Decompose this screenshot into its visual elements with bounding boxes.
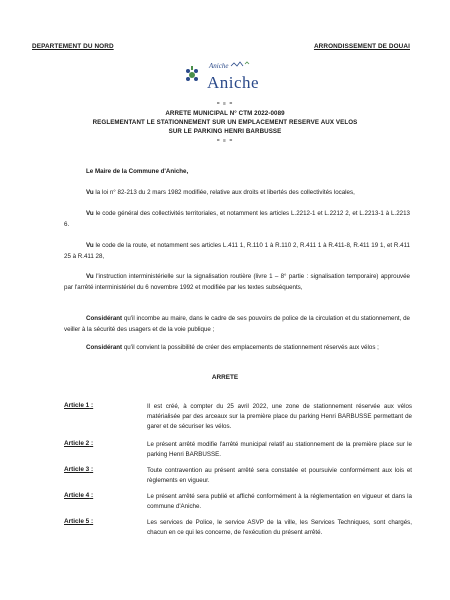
article-1-text: Il est créé, à compter du 25 avril 2022, une zone de stationnement réservée aux vélos matérialisée par des arceaux sur la première place du parking Henri BARBUSSE permettant de garer et de sécuriser les vélos. bbox=[147, 403, 412, 430]
logo-script-text: Aniche bbox=[209, 62, 229, 70]
article-2-label: Article 2 : bbox=[64, 440, 94, 447]
vu-paragraph-1 bbox=[64, 187, 410, 198]
vu-lead: Vu bbox=[86, 273, 94, 280]
article-3-label: Article 3 : bbox=[64, 466, 94, 473]
intro-text: Le Maire de la Commune d'Aniche, bbox=[86, 168, 189, 175]
vu-lead: Vu bbox=[86, 210, 94, 217]
department-header: DEPARTEMENT DU NORD bbox=[32, 43, 114, 50]
vu-lead: Vu bbox=[86, 189, 94, 196]
arrondissement-header: ARRONDISSEMENT DE DOUAI bbox=[313, 43, 410, 50]
vu-paragraph-3 bbox=[64, 240, 410, 262]
separator-top: = ≡ = bbox=[216, 101, 234, 107]
article-1-label: Article 1 : bbox=[64, 402, 94, 409]
considerant-lead: Considérant bbox=[86, 315, 123, 322]
article-3-text: Toute contravention au présent arrêté sera constatée et poursuivie conformément aux lois et règlements en vigueur. bbox=[147, 467, 412, 484]
aniche-logo bbox=[183, 58, 269, 94]
article-5-text: Les services de Police, le service ASVP de la ville, les Services Techniques, sont chargés, chacun en ce qui les concerne, de l'exécution du présent arrêté. bbox=[147, 519, 412, 536]
considerant-paragraph-2 bbox=[64, 342, 410, 353]
logo-wordmark: Aniche bbox=[207, 73, 260, 92]
separator-bottom: = ≡ = bbox=[216, 138, 234, 144]
title-line-2: REGLEMENTANT LE STATIONNEMENT SUR UN EMPLACEMENT RESERVE AUX VELOS bbox=[92, 119, 358, 126]
vu-text: le code général des collectivités territoriales, et notamment les articles L.2212-1 et L.2212 2, et L.2213-1 à L.2213 6. bbox=[64, 210, 410, 228]
article-5-label: Article 5 : bbox=[64, 518, 94, 525]
vu-text: la loi n° 82-213 du 2 mars 1982 modifiée, relative aux droits et libertés des collectivités locales, bbox=[95, 189, 355, 196]
article-4-label: Article 4 : bbox=[64, 492, 94, 499]
considerant-text: qu'il incombe au maire, dans le cadre de ses pouvoirs de police de la circulation et du stationnement, de veiller à la sécurité des usagers et de la voie publique ; bbox=[64, 315, 410, 333]
title-line-1: ARRETE MUNICIPAL N° CTM 2022-0089 bbox=[165, 110, 285, 117]
title-line-3: SUR LE PARKING HENRI BARBUSSE bbox=[168, 128, 282, 135]
arrete-heading: ARRETE bbox=[211, 374, 239, 381]
vu-lead: Vu bbox=[86, 242, 94, 249]
vu-paragraph-2 bbox=[64, 208, 410, 230]
considerant-lead: Considérant bbox=[86, 344, 123, 351]
vu-text: le code de la route, et notamment ses articles L.411 1, R.110 1 à R.110 2, R.411 1 à R.411-8, R.411 19 1, et R.411 25 à R.411 28, bbox=[64, 242, 410, 260]
article-2-text: Le présent arrêté modifie l'arrêté municipal relatif au stationnement de la première place sur le parking Henri BARBUSSE. bbox=[147, 441, 412, 458]
intro-line bbox=[64, 166, 410, 177]
article-4-text: Le présent arrêté sera publié et affiché conformément à la réglementation en vigueur et dans la commune d'Aniche. bbox=[147, 493, 412, 510]
considerant-text: qu'il convient la possibilité de créer des emplacements de stationnement réservés aux vélos ; bbox=[123, 344, 379, 351]
considerant-paragraph-1 bbox=[64, 313, 410, 335]
vu-paragraph-4 bbox=[64, 271, 410, 293]
vu-text: l'instruction interministérielle sur la signalisation routière (livre 1 – 8° partie : signalisation temporaire) approuvée par l'arrêté interministériel du 6 novembre 1992 et modifiée par les textes subséquents, bbox=[64, 273, 410, 291]
